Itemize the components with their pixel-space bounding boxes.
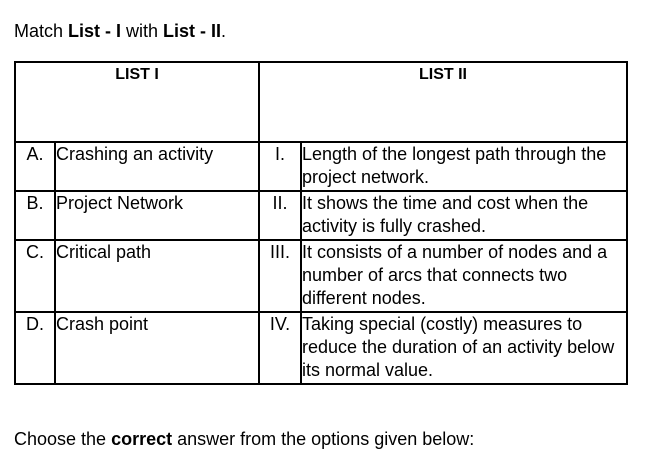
right-item: Length of the longest path through the project network. — [301, 142, 627, 191]
instruction-bold: correct — [111, 429, 173, 449]
left-item: Project Network — [55, 191, 259, 240]
right-item: Taking special (costly) measures to reduce the duration of an activity below its normal value. — [301, 312, 627, 384]
left-label: C. — [15, 240, 55, 312]
right-label: IV. — [259, 312, 301, 384]
match-table — [14, 61, 628, 385]
table-row — [15, 312, 627, 384]
left-label: D. — [15, 312, 55, 384]
table-row — [15, 240, 627, 312]
right-item: It consists of a number of nodes and a number of arcs that connects two different nodes. — [301, 240, 627, 312]
table-row — [15, 142, 627, 191]
table-row — [15, 191, 627, 240]
instruction-text — [14, 428, 474, 450]
left-label: B. — [15, 191, 55, 240]
left-item: Crash point — [55, 312, 259, 384]
header-list-2: LIST II — [259, 62, 627, 142]
question-prefix: Match — [14, 21, 69, 41]
left-item: Crashing an activity — [55, 142, 259, 191]
instruction-prefix: Choose the — [14, 429, 112, 449]
left-item: Critical path — [55, 240, 259, 312]
table-header-row — [15, 62, 627, 142]
right-label: I. — [259, 142, 301, 191]
right-label: III. — [259, 240, 301, 312]
question-suffix: . — [221, 21, 227, 41]
header-list-1: LIST I — [15, 62, 259, 142]
list-2-label: List - II — [163, 21, 222, 41]
right-item: It shows the time and cost when the activity is fully crashed. — [301, 191, 627, 240]
question-middle: with — [121, 21, 164, 41]
list-1-label: List - I — [68, 21, 122, 41]
right-label: II. — [259, 191, 301, 240]
instruction-suffix: answer from the options given below: — [172, 429, 475, 449]
question-text — [14, 20, 226, 42]
left-label: A. — [15, 142, 55, 191]
